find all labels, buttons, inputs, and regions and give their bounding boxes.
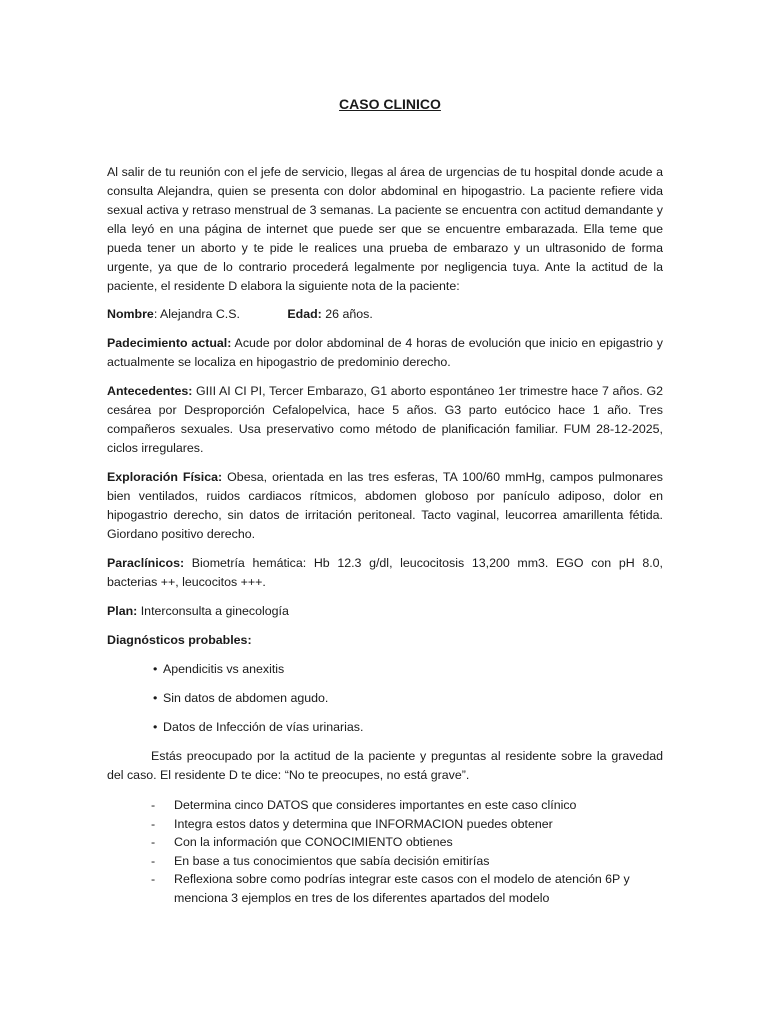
dash-icon: - [151,798,156,812]
list-item [153,718,663,737]
bullet-icon: • [153,691,158,705]
paraclinicos-label: Paraclínicos: [107,556,185,570]
padecimiento-label: Padecimiento actual: [107,336,232,350]
task-text: En base a tus conocimientos que sabía decisión emitirías [174,853,490,868]
name-value: : Alejandra C.S. [153,307,240,321]
plan-label: Plan: [107,604,138,618]
exploracion-paragraph [107,468,663,544]
age-field [287,305,372,324]
task-text: Reflexiona sobre como podrías integrar este casos con el modelo de atención 6P y menciona 3 ejemplos en tres de los diferentes apartados del modelo [174,872,630,905]
list-item [107,870,663,907]
task-text: Con la información que CONOCIMIENTO obtienes [174,835,453,849]
antecedentes-text: GIII AI CI PI, Tercer Embarazo, G1 aborto espontáneo 1er trimestre hace 7 años. G2 cesárea por Desproporción Cefalopelvica, hace 5 años. G3 parto eutócico hace 1 año. Tres compañeros sexuales. Usa preservativo como método de planificación familiar. FUM 28-12-2025, ciclos irregulares. [107,384,663,455]
diagnostico-text: Sin datos de abdomen agudo. [163,691,329,705]
antecedentes-label: Antecedentes: [107,384,193,398]
dash-icon: - [151,816,156,831]
exploracion-label: Exploración Física: [107,470,223,484]
document-page [107,94,663,907]
plan-paragraph [107,602,663,621]
list-item [153,660,663,679]
list-item [153,689,663,708]
antecedentes-paragraph [107,382,663,458]
tasks-list [107,796,663,907]
paraclinicos-text: Biometría hemática: Hb 12.3 g/dl, leucocitosis 13,200 mm3. EGO con pH 8.0, bacterias ++, leucocitos +++. [107,556,663,589]
patient-name-line [107,305,663,324]
dash-icon: - [151,853,156,868]
list-item [107,796,663,815]
list-item [107,815,663,834]
task-text: Determina cinco DATOS que consideres importantes en este caso clínico [174,798,577,812]
age-label: Edad: [287,307,322,321]
dash-icon: - [151,835,156,849]
dash-icon: - [151,872,156,886]
task-text: Integra estos datos y determina que INFORMACION puedes obtener [174,816,553,831]
diagnostico-text: Datos de Infección de vías urinarias. [163,720,364,734]
exploracion-text: Obesa, orientada en las tres esferas, TA 100/60 mmHg, campos pulmonares bien ventilados, ruidos cardiacos rítmicos, abdomen globoso por panículo adiposo, dolor en hipogastrio derecho, sin datos de irritación peritoneal. Tacto vaginal, leucorrea amarillenta fétida. Giordano positivo derecho. [107,470,663,541]
diagnostico-text: Apendicitis vs anexitis [163,662,285,676]
plan-text: Interconsulta a ginecología [137,604,289,618]
diagnosticos-heading: Diagnósticos probables: [107,633,252,647]
list-item [107,852,663,871]
paraclinicos-paragraph [107,554,663,592]
age-value: 26 años. [321,307,373,321]
padecimiento-text: Acude por dolor abdominal de 4 horas de evolución que inicio en epigastrio y actualmente se localiza en hipogastrio de predominio derecho. [107,336,663,369]
bullet-icon: • [153,662,158,676]
worry-paragraph: Estás preocupado por la actitud de la paciente y preguntas al residente sobre la gravedad del caso. El residente D te dice: “No te preocupes, no está grave”. [107,749,663,782]
name-label: Nombre [107,307,154,321]
list-item [107,833,663,852]
intro-paragraph: Al salir de tu reunión con el jefe de servicio, llegas al área de urgencias de tu hospital donde acude a consulta Alejandra, quien se presenta con dolor abdominal en hipogastrio. La paciente refiere vida sexual activa y retraso menstrual de 3 semanas. La paciente se encuentra con actitud demandante y ella leyó en una página de internet que puede ser que se encuentre embarazada. Ella teme que pueda tener un aborto y te pide le realices una prueba de embarazo y un ultrasonido de forma urgente, ya que de lo contrario procederá legalmente por negligencia tuya. Ante la actitud de la paciente, el residente D elabora la siguiente nota de la paciente: [107,165,663,293]
padecimiento-paragraph [107,334,663,372]
bullet-icon: • [153,720,158,734]
document-title: CASO CLINICO [339,96,441,112]
diagnosticos-list [107,660,663,737]
